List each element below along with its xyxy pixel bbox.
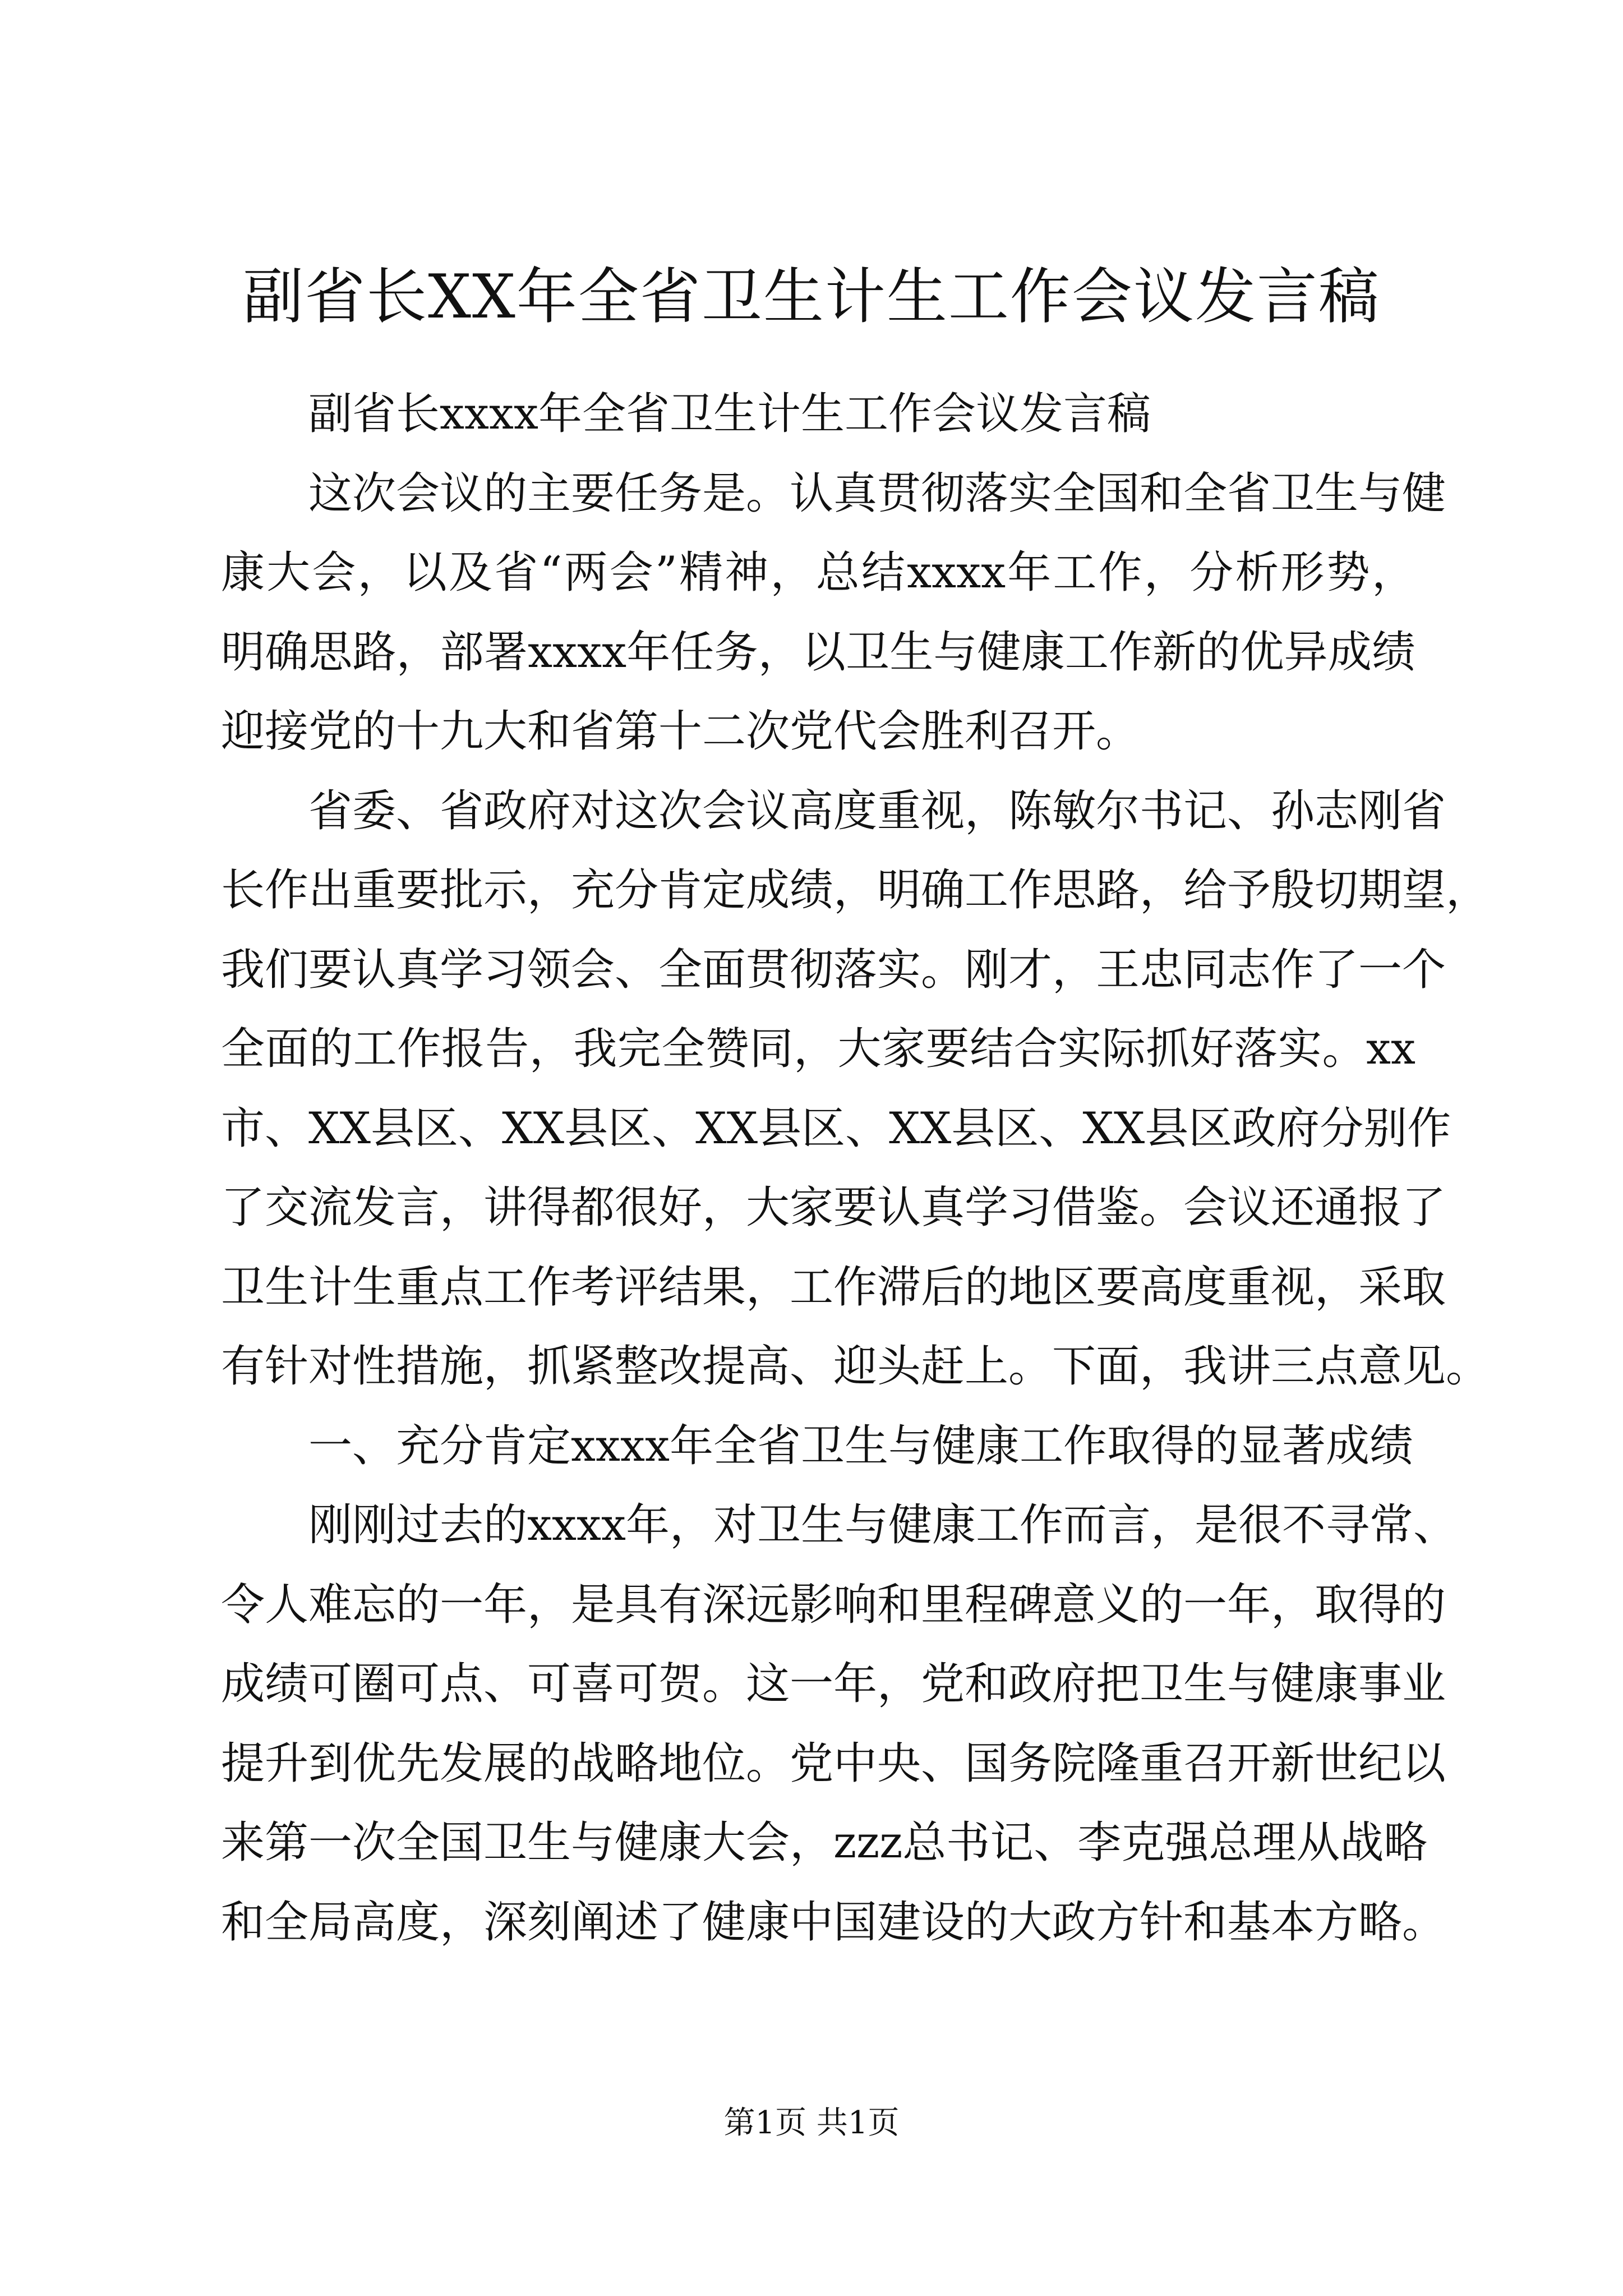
paragraph-line: 了交流发言，讲得都很好，大家要认真学习借鉴。会议还通报了	[221, 1182, 1446, 1233]
paragraph-line: 来第一次全国卫生与健康大会，zzz总书记、李克强总理从战略	[221, 1818, 1428, 1868]
paragraph-line: 卫生计生重点工作考评结果，工作滞后的地区要高度重视，采取	[221, 1262, 1446, 1313]
paragraph-line: 市、XX县区、XX县区、XX县区、XX县区、XX县区政府分别作	[221, 1103, 1451, 1154]
paragraph-line: 和全局高度，深刻阐述了健康中国建设的大政方针和基本方略。	[221, 1897, 1446, 1948]
paragraph-line: 省委、省政府对这次会议高度重视，陈敏尔书记、孙志刚省	[308, 785, 1446, 836]
paragraph-line: 令人难忘的一年，是具有深远影响和里程碑意义的一年，取得的	[221, 1579, 1446, 1630]
paragraph-line: 全面的工作报告，我完全赞同，大家要结合实际抓好落实。xx	[221, 1024, 1415, 1074]
document-body	[221, 375, 1490, 1962]
paragraph-line: 有针对性措施，抓紧整改提高、迎头赶上。下面，我讲三点意见。	[221, 1341, 1490, 1392]
paragraph-line: 长作出重要批示，充分肯定成绩，明确工作思路，给予殷切期望，	[221, 865, 1490, 915]
paragraph-line: 迎接党的十九大和省第十二次党代会胜利召开。	[221, 706, 1140, 757]
paragraph-line: 副省长xxxx年全省卫生计生工作会议发言稿	[308, 389, 1151, 439]
document-title: 副省长XX年全省卫生计生工作会议发言稿	[243, 262, 1380, 332]
page-footer: 第1页 共1页	[723, 2105, 900, 2141]
paragraph-line: 提升到优先发展的战略地位。党中央、国务院隆重召开新世纪以	[221, 1738, 1446, 1789]
paragraph-line: 我们要认真学习领会、全面贯彻落实。刚才，王忠同志作了一个	[221, 944, 1446, 995]
paragraph-line: 康大会，以及省“两会”精神，总结xxxx年工作，分析形势，	[221, 547, 1415, 598]
paragraph-line: 明确思路，部署xxxx年任务，以卫生与健康工作新的优异成绩	[221, 627, 1415, 678]
section-heading: 一、充分肯定xxxx年全省卫生与健康工作取得的显著成绩	[308, 1420, 1413, 1471]
paragraph-line: 刚刚过去的xxxx年，对卫生与健康工作而言，是很不寻常、	[308, 1500, 1457, 1550]
paragraph-line: 这次会议的主要任务是。认真贯彻落实全国和全省卫生与健	[308, 468, 1446, 519]
paragraph-line: 成绩可圈可点、可喜可贺。这一年，党和政府把卫生与健康事业	[221, 1659, 1446, 1709]
